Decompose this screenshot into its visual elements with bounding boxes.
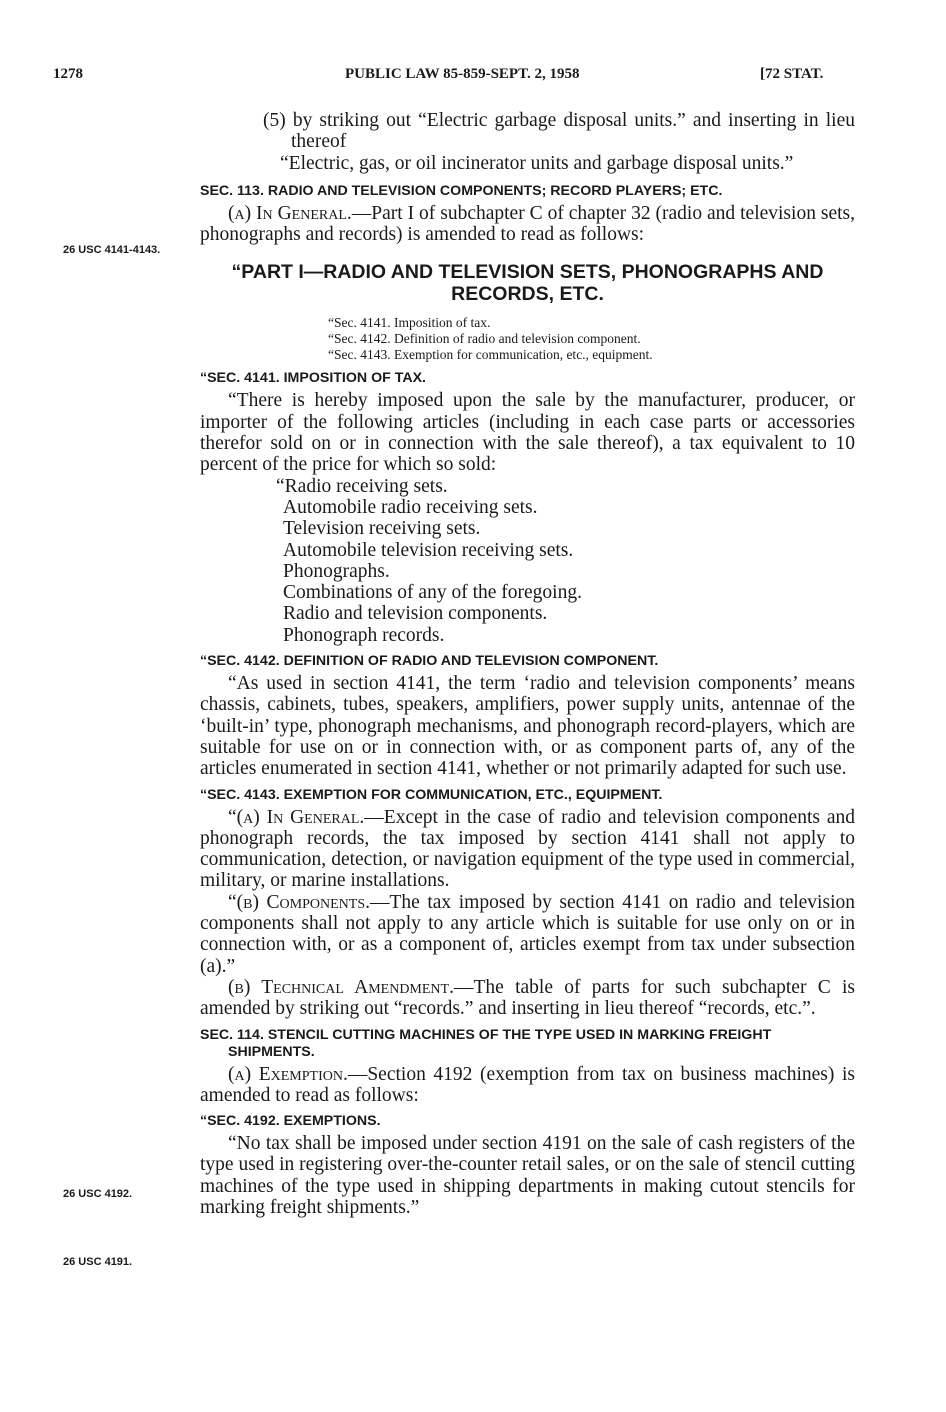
margin-note-4192: 26 USC 4192. <box>63 1188 133 1200</box>
section-113-heading: SEC. 113. RADIO AND TELEVISION COMPONENTS; RECORD PLAYERS; ETC. <box>200 182 723 199</box>
paragraph-4143b <box>200 892 855 977</box>
list-item: Radio and television components. <box>283 603 548 625</box>
list-item: Television receiving sets. <box>283 518 481 540</box>
subsection-lead: “(a) In General. <box>228 806 365 828</box>
articles-list <box>200 476 855 646</box>
list-item: Automobile radio receiving sets. <box>283 496 538 518</box>
table-of-sections <box>200 315 855 363</box>
subsection-text: —The table of parts for such subchapter C is amended by striking out “records.” and inserting in lieu thereof “records, etc.”. <box>200 976 856 1020</box>
section-4192-heading: “SEC. 4192. EXEMPTIONS. <box>200 1113 381 1130</box>
page-number: 1278 <box>53 66 83 82</box>
paragraph-item-5-quote: “Electric, gas, or oil incinerator units and garbage disposal units.” <box>280 152 794 174</box>
list-item: “Radio receiving sets. <box>276 475 448 497</box>
section-4142-heading: “SEC. 4142. DEFINITION OF RADIO AND TELEVISION COMPONENT. <box>200 653 659 670</box>
section-4143-heading: “SEC. 4143. EXEMPTION FOR COMMUNICATION, ETC., EQUIPMENT. <box>200 786 663 803</box>
list-item: Automobile television receiving sets. <box>283 539 574 561</box>
running-title: PUBLIC LAW 85-859-SEPT. 2, 1958 <box>345 66 580 82</box>
main-text <box>200 110 855 1218</box>
subsection-text: —The tax imposed by section 4141 on radio and television components shall not apply to any article which is suitable for use only on or in connection with, or as a component of, articles exempt from tax under subsection (a).” <box>200 891 855 977</box>
toc-entry: “Sec. 4141. Imposition of tax. <box>328 315 491 331</box>
paragraph-113a <box>200 203 855 246</box>
subsection-lead: (a) In General. <box>228 202 352 224</box>
subsection-lead: “(b) Components. <box>228 891 370 913</box>
subsection-text: —Part I of subchapter C of chapter 32 (radio and television sets, phonographs and records) is amended to read as follows: <box>200 202 856 246</box>
subsection-lead: (a) Exemption. <box>228 1063 348 1085</box>
paragraph-4142: “As used in section 4141, the term ‘radio and television components’ means chassis, cabinets, tubes, speakers, amplifiers, power supply units, antennae of the ‘built-in’ type, phonograph mechanisms, and phonograph record-players, which are suitable for use on or in connection with, or as component parts of, any of the articles enumerated in section 4141, whether or not primarily adapted for such use. <box>200 673 855 780</box>
paragraph-4143a <box>200 807 855 892</box>
list-item: Phonograph records. <box>283 624 445 646</box>
section-4141-heading: “SEC. 4141. IMPOSITION OF TAX. <box>200 370 426 387</box>
subsection-text: —Except in the case of radio and television components and phonograph records, the tax imposed by section 4141 shall not apply to communication, detection, or navigation equipment of the type used in commercial, military, or marine installations. <box>200 806 856 892</box>
toc-entry: “Sec. 4143. Exemption for communication, etc., equipment. <box>328 347 653 363</box>
paragraph-4141: “There is hereby imposed upon the sale by the manufacturer, producer, or importer of the following articles (including in each case parts or accessories therefor sold on or in connection with the sale thereof), a tax equivalent to 10 percent of the price for which so sold: <box>200 390 855 476</box>
paragraph-4192: “No tax shall be imposed under section 4191 on the sale of cash registers of the type used in registering over-the-counter retail sales, or on the sale of stencil cutting machines of the type used in shipping departments in making cutout stencils for marking freight shipments.” <box>200 1133 855 1218</box>
volume-reference: [72 STAT. <box>760 66 824 82</box>
paragraph-item-5: (5) by striking out “Electric garbage disposal units.” and inserting in lieu thereof <box>263 110 855 153</box>
paragraph-114a <box>200 1064 855 1107</box>
list-item: Combinations of any of the foregoing. <box>283 582 582 604</box>
margin-note-4191: 26 USC 4191. <box>63 1256 133 1268</box>
list-item: Phonographs. <box>283 560 390 582</box>
subsection-lead: (b) Technical Amendment. <box>228 976 454 998</box>
part-heading: “PART I—RADIO AND TELEVISION SETS, PHONOGRAPHS AND RECORDS, ETC. <box>231 261 824 306</box>
paragraph-113b <box>200 977 855 1020</box>
section-114-heading: SEC. 114. STENCIL CUTTING MACHINES OF THE TYPE USED IN MARKING FREIGHT SHIPMENTS. <box>200 1026 772 1060</box>
toc-entry: “Sec. 4142. Definition of radio and television component. <box>328 331 641 347</box>
margin-note-4141: 26 USC 4141-4143. <box>63 244 161 256</box>
subsection-text: —Section 4192 (exemption from tax on business machines) is amended to read as follows: <box>200 1063 855 1106</box>
